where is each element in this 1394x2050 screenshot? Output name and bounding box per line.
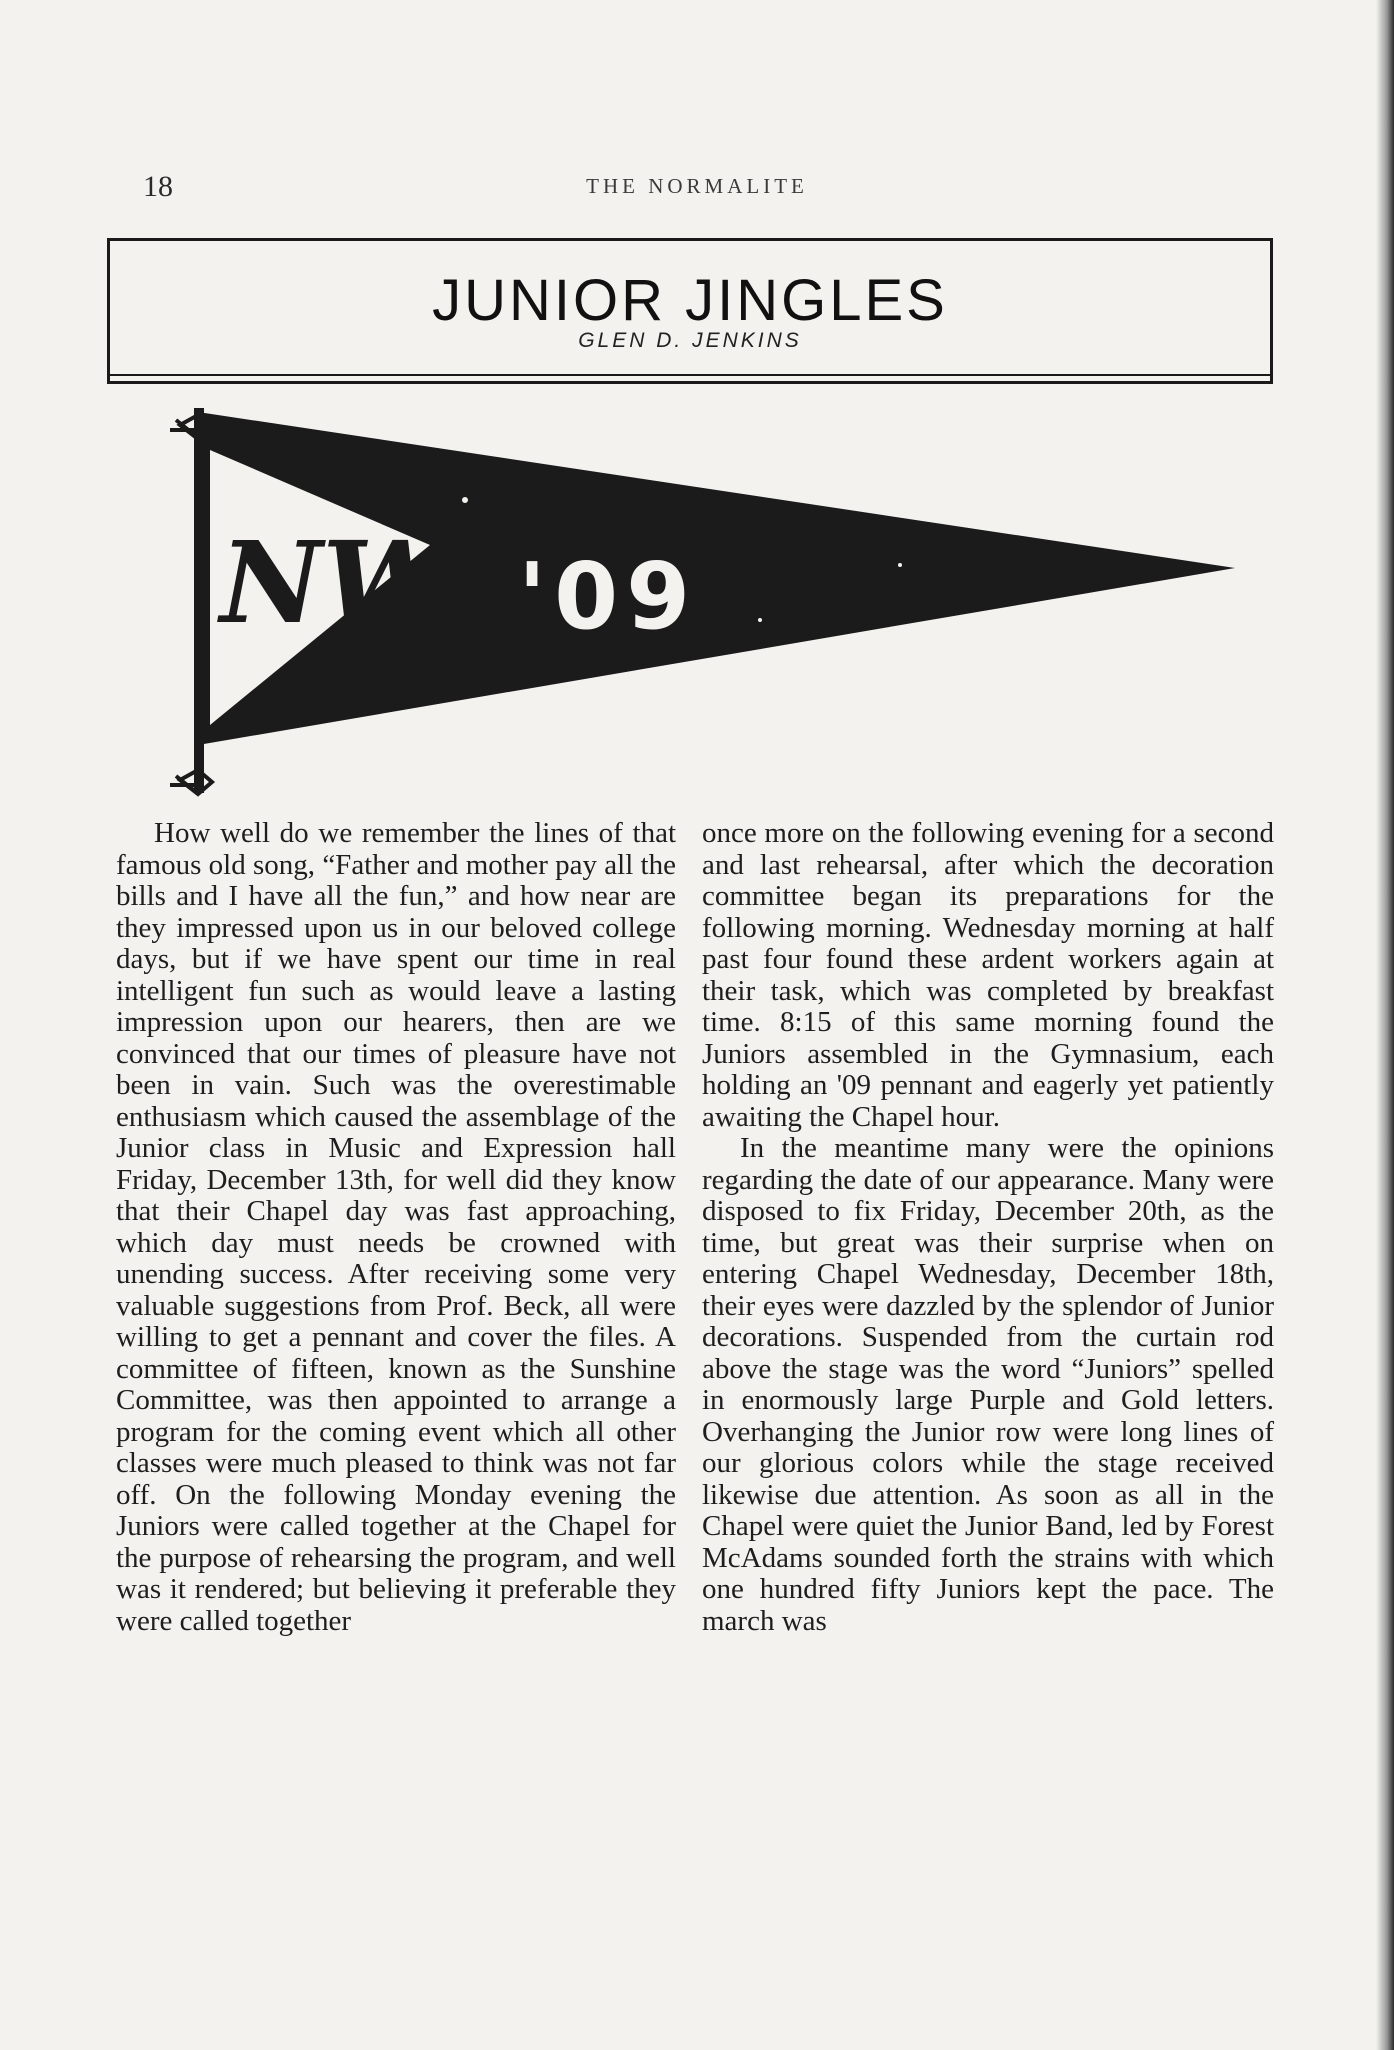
article-byline: GLEN D. JENKINS: [578, 329, 802, 352]
title-rule: [110, 374, 1270, 376]
column-left: [116, 818, 676, 1637]
title-box: [107, 238, 1273, 384]
page-edge-shadow: [1376, 0, 1394, 2050]
article-title: JUNIOR JINGLES: [432, 268, 948, 333]
bottom-ribbon-icon: [170, 770, 212, 794]
paragraph: once more on the following evening for a second and last rehearsal, after which the decoration committee began its preparations for the following morning. Wednesday morning at half past four found these ardent workers again at their task, which was completed by breakfast time. 8:15 of this same morning found the Juniors assembled in the Gymnasium, each holding an '09 pennant and eagerly yet patiently awaiting the Chapel hour.: [702, 817, 1274, 1133]
column-right: [702, 818, 1274, 1637]
pennant-monogram: NW: [220, 518, 449, 649]
running-header: THE NORMALITE: [586, 174, 808, 198]
page-number: 18: [143, 170, 173, 203]
pennant-year: '09: [518, 543, 699, 650]
pennant-illustration: [140, 390, 1240, 810]
paragraph: How well do we remember the lines of that famous old song, “Father and mother pay all the bills and I have all the fun,” and how near are they impressed upon us in our beloved college days, but if we have spent our time in real intelligent fun such as would leave a lasting impression upon our hearers, then are we convinced that our times of pleasure have not been in vain. Such was the overestimable enthusiasm which caused the assemblage of the Junior class in Music and Expression hall Friday, December 13th, for well did they know that their Chapel day was fast approaching, which day must needs be crowned with unending success. After receiving some very valuable suggestions from Prof. Beck, all were willing to get a pennant and cover the files. A committee of fifteen, known as the Sunshine Committee, was then appointed to arrange a program for the coming event which all other classes were much pleased to think was not far off. On the following Monday evening the Juniors were called together at the Chapel for the purpose of rehearsing the program, and well was it rendered; but believing it preferable they were called together: [116, 817, 676, 1637]
paragraph: In the meantime many were the opinions regarding the date of our appearance. Many were disposed to fix Friday, December 20th, as the time, but great was their surprise when on entering Chapel Wednesday, December 18th, their eyes were dazzled by the splendor of Junior decorations. Suspended from the curtain rod above the stage was the word “Juniors” spelled in enormously large Purple and Gold letters. Overhanging the Junior row were long lines of our glorious colors while the stage received likewise due attention. As soon as all in the Chapel were quiet the Junior Band, led by Forest McAdams sounded forth the strains with which one hundred fifty Juniors kept the pace. The march was: [702, 1132, 1274, 1637]
pennant-staff: [194, 408, 204, 793]
